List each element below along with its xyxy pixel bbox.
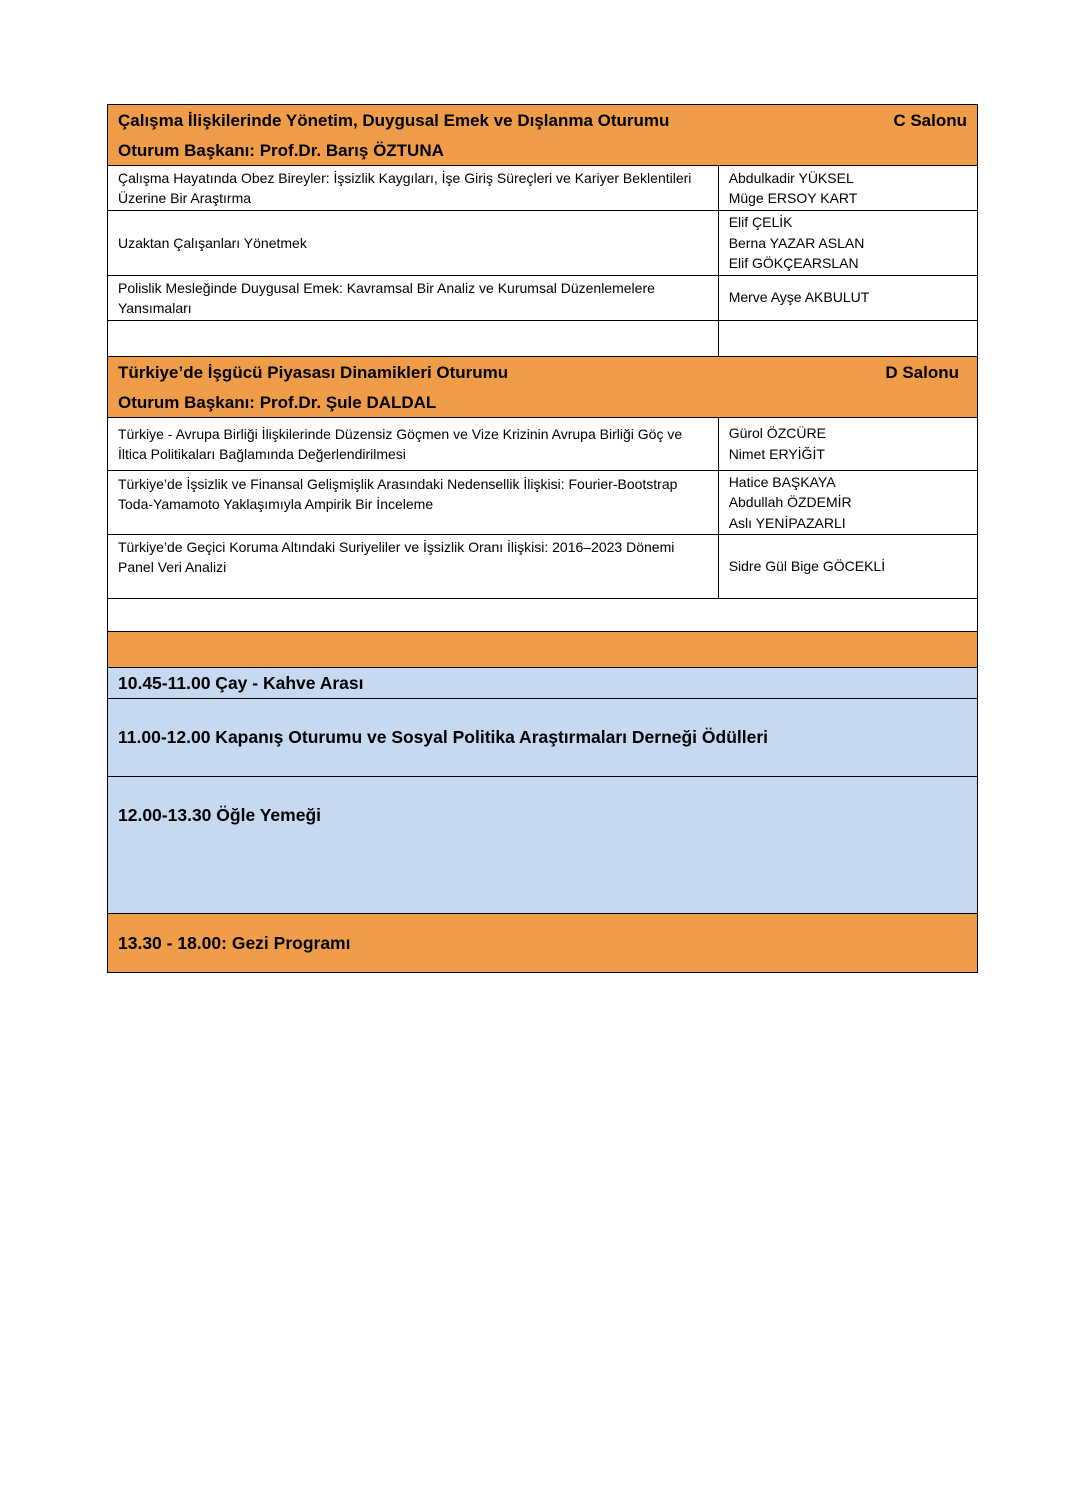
break-row-coffee [108, 668, 978, 699]
session-chair: Oturum Başkanı: Prof.Dr. Barış ÖZTUNA [118, 141, 444, 160]
paper-row [108, 211, 978, 276]
paper-title: Türkiye - Avrupa Birliği İlişkilerinde Düzensiz Göçmen ve Vize Krizinin Avrupa Birliği Göç ve İltica Politikaları Bağlamında Değerlendirilmesi [108, 417, 719, 470]
author-name: Müge ERSOY KART [728, 190, 858, 206]
author-name: Abdulkadir YÜKSEL [728, 169, 854, 186]
author-name: Sidre Gül Bige GÖCEKLİ [728, 558, 886, 575]
author-name: Gürol ÖZCÜRE [728, 425, 826, 441]
paper-title: Türkiye’de Geçici Koruma Altındaki Suriyeliler ve İşsizlik Oranı İlişkisi: 2016–2023 Dönemi Panel Veri Analizi [108, 535, 719, 599]
spacer-row [108, 632, 978, 668]
paper-title: Çalışma Hayatında Obez Bireyler: İşsizlik Kaygıları, İşe Giriş Süreçleri ve Kariyer Beklentileri Üzerine Bir Araştırma [108, 166, 719, 211]
session-header [108, 356, 978, 417]
coffee-break: 10.45-11.00 Çay - Kahve Arası [108, 668, 978, 699]
break-row-tour [108, 914, 978, 973]
closing-session: 11.00-12.00 Kapanış Oturumu ve Sosyal Politika Araştırmaları Derneği Ödülleri [108, 699, 978, 777]
paper-row [108, 535, 978, 599]
paper-row [108, 417, 978, 470]
paper-authors [718, 211, 977, 276]
paper-authors [718, 535, 977, 599]
paper-authors [718, 470, 977, 535]
session-header-cell [108, 105, 978, 166]
break-row-lunch [108, 777, 978, 914]
session-chair: Oturum Başkanı: Prof.Dr. Şule DALDAL [118, 392, 437, 412]
session-header [108, 105, 978, 166]
break-row-closing [108, 699, 978, 777]
author-name: Abdullah ÖZDEMİR [728, 494, 852, 510]
program-schedule-table [107, 104, 978, 973]
author-name: Hatice BAŞKAYA [728, 473, 836, 490]
session-title: Çalışma İlişkilerinde Yönetim, Duygusal Emek ve Dışlanma Oturumu [118, 111, 670, 130]
empty-cell [108, 599, 978, 632]
session-hall: D Salonu [885, 362, 959, 382]
lunch-break: 12.00-13.30 Öğle Yemeği [108, 777, 978, 914]
author-name: Elif GÖKÇEARSLAN [728, 255, 859, 271]
empty-cell [718, 320, 977, 356]
paper-row [108, 166, 978, 211]
paper-authors [718, 166, 977, 211]
author-name: Aslı YENİPAZARLI [728, 514, 846, 531]
tour-program: 13.30 - 18.00: Gezi Programı [108, 914, 978, 973]
author-name: Berna YAZAR ASLAN [728, 234, 865, 251]
empty-row [108, 320, 978, 356]
session-header-cell [108, 356, 978, 417]
paper-authors [718, 275, 977, 320]
author-name: Merve Ayşe AKBULUT [728, 289, 870, 306]
empty-row [108, 599, 978, 632]
spacer-cell [108, 632, 978, 668]
paper-title: Türkiye’de İşsizlik ve Finansal Gelişmişlik Arasındaki Nedensellik İlişkisi: Fourier-Bootstrap Toda-Yamamoto Yaklaşımıyla Ampirik Bir İnceleme [108, 470, 719, 535]
session-hall: C Salonu [893, 111, 967, 130]
paper-authors [718, 417, 977, 470]
author-name: Nimet ERYİĞİT [728, 445, 825, 462]
paper-title: Uzaktan Çalışanları Yönetmek [108, 211, 719, 276]
empty-cell [108, 320, 719, 356]
session-title: Türkiye’de İşgücü Piyasası Dinamikleri Oturumu [118, 362, 509, 382]
paper-title: Polislik Mesleğinde Duygusal Emek: Kavramsal Bir Analiz ve Kurumsal Düzenlemelere Yansımaları [108, 275, 719, 320]
paper-row [108, 470, 978, 535]
paper-row [108, 275, 978, 320]
author-name: Elif ÇELİK [728, 214, 793, 230]
